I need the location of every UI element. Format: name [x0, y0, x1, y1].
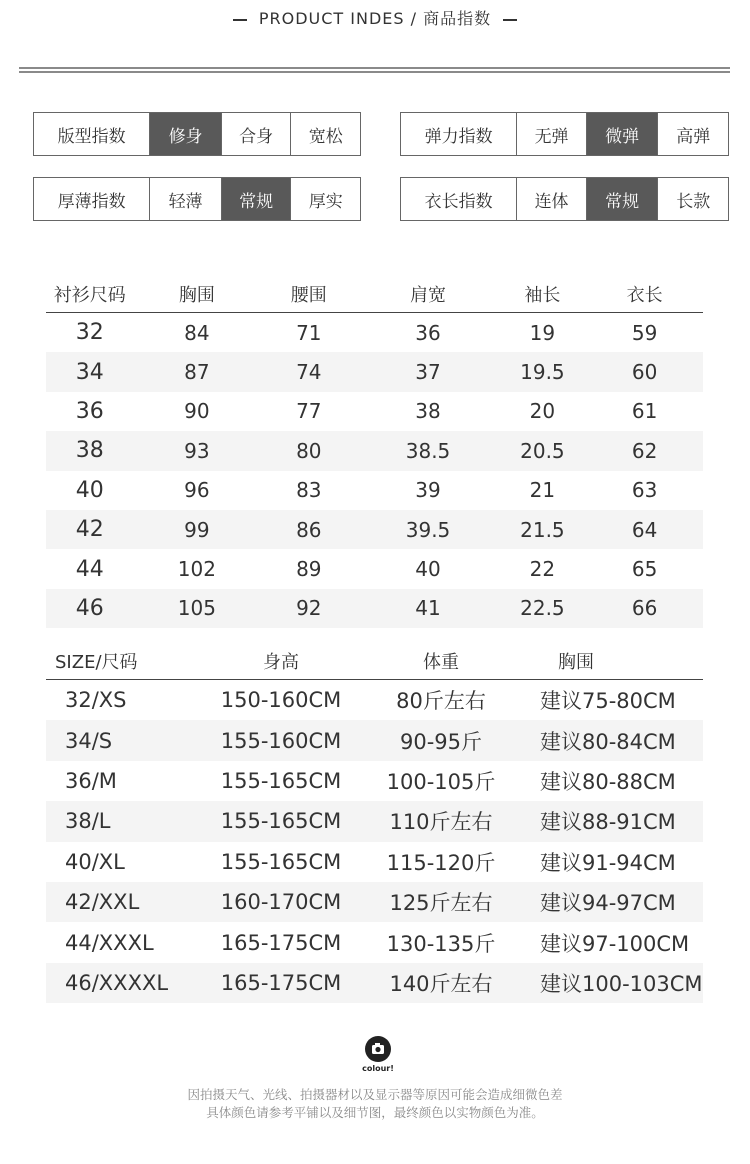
size-table-header — [46, 276, 703, 313]
recommend-table-cell: 32/XS — [65, 688, 127, 713]
recommend-table-row — [46, 922, 703, 962]
header-title: PRODUCT INDES / 商品指数 — [258, 9, 492, 28]
recommend-table-cell: 125斤左右 — [389, 891, 493, 916]
elasticity-index — [400, 112, 729, 156]
size-table-row — [46, 510, 703, 549]
size-table-cell: 102 — [177, 557, 216, 582]
recommend-table-cell: 130-135斤 — [386, 931, 496, 956]
thickness-option: 轻薄 — [149, 178, 221, 220]
thickness-option: 厚实 — [290, 178, 360, 220]
fit-index — [33, 112, 361, 156]
size-table-cell: 20 — [529, 399, 556, 424]
recommend-table-row — [46, 882, 703, 922]
recommend-table-cell: 165-175CM — [220, 930, 342, 955]
size-table-cell: 105 — [177, 596, 216, 621]
size-table-cell: 39.5 — [405, 517, 451, 542]
size-table-cell: 32 — [75, 320, 104, 346]
size-table-cell: 37 — [415, 360, 441, 385]
header-dash-right — [503, 19, 517, 21]
size-table-cell: 41 — [415, 596, 441, 621]
fit-option: 合身 — [221, 113, 291, 155]
recommend-table-cell: 100-105斤 — [386, 769, 496, 794]
size-table-cell: 89 — [296, 557, 322, 582]
size-table-header-cell: 衣长 — [626, 285, 663, 306]
size-table-row — [46, 471, 703, 510]
size-table-cell: 96 — [184, 478, 210, 503]
recommend-table-body — [46, 680, 703, 1003]
recommend-table-cell: 165-175CM — [220, 970, 342, 995]
size-table-body — [46, 313, 703, 628]
recommend-table-row — [46, 963, 703, 1003]
recommend-table-cell: 160-170CM — [220, 890, 342, 915]
size-table-header-cell: 腰围 — [290, 285, 327, 306]
recommend-table-row — [46, 801, 703, 841]
size-table-row — [46, 549, 703, 588]
length-option: 连体 — [516, 178, 586, 220]
size-table-cell: 44 — [75, 556, 104, 582]
size-table-cell: 74 — [296, 360, 322, 385]
size-table-cell: 22.5 — [520, 596, 565, 621]
elasticity-index-label: 弹力指数 — [424, 126, 493, 147]
size-table-cell: 36 — [415, 320, 441, 345]
recommend-table-header-cell: 胸围 — [558, 651, 594, 673]
recommend-table-cell: 建议97-100CM — [540, 931, 690, 956]
recommend-table-cell: 建议94-97CM — [540, 891, 676, 916]
recommend-table-cell: 80斤左右 — [396, 689, 486, 714]
size-table-cell: 38.5 — [405, 438, 451, 463]
thickness-index — [33, 177, 361, 221]
size-table-cell: 42 — [75, 517, 104, 543]
size-table-cell: 93 — [184, 438, 210, 463]
size-table-cell: 40 — [75, 477, 104, 503]
recommend-table-cell: 155-165CM — [220, 768, 342, 793]
recommend-table-cell: 155-165CM — [220, 809, 342, 834]
size-table-header-cell: 肩宽 — [410, 285, 447, 306]
size-table-cell: 65 — [631, 557, 658, 582]
recommend-table-row — [46, 842, 703, 882]
size-table-cell: 92 — [296, 596, 322, 621]
color-note-line2: 具体颜色请参考平铺以及细节图，最终颜色以实物颜色为准。 — [206, 1105, 544, 1120]
size-table-row — [46, 392, 703, 431]
recommend-table-cell: 46/XXXXL — [65, 970, 169, 995]
size-table-header-cell: 袖长 — [524, 285, 561, 306]
recommend-table-cell: 115-120斤 — [386, 850, 496, 875]
size-table-row — [46, 589, 703, 628]
size-table-cell: 77 — [296, 399, 322, 424]
recommend-table-header-cell: 身高 — [263, 651, 299, 673]
thickness-index-label: 厚薄指数 — [57, 191, 126, 212]
length-index — [400, 177, 729, 221]
recommend-table-cell: 155-165CM — [220, 849, 342, 874]
size-table-cell: 99 — [184, 517, 210, 542]
recommend-table-cell: 建议80-84CM — [540, 729, 676, 754]
size-table-cell: 62 — [631, 438, 658, 463]
size-table-cell: 21 — [529, 478, 556, 503]
fit-option: 修身 — [149, 113, 221, 155]
size-table-header-cell: 衬衫尺码 — [53, 285, 126, 306]
size-table-cell: 60 — [631, 360, 658, 385]
size-table-cell: 46 — [75, 595, 104, 621]
size-table-cell: 36 — [75, 398, 104, 424]
size-table-cell: 38 — [415, 399, 441, 424]
recommend-table-cell: 建议80-88CM — [540, 769, 676, 794]
size-table-cell: 38 — [75, 438, 104, 464]
recommend-table-cell: 42/XXL — [65, 890, 140, 915]
size-table-cell: 83 — [296, 478, 322, 503]
fit-option: 宽松 — [290, 113, 360, 155]
elasticity-option: 微弹 — [586, 113, 658, 155]
colour-label: colour! — [362, 1064, 394, 1073]
elasticity-option: 无弹 — [516, 113, 586, 155]
recommend-table-header-cell: SIZE/尺码 — [55, 651, 138, 673]
size-table-cell: 71 — [296, 320, 322, 345]
recommend-table-row — [46, 720, 703, 760]
size-table-cell: 61 — [631, 399, 658, 424]
size-table-cell: 87 — [184, 360, 210, 385]
recommend-table-cell: 建议88-91CM — [540, 810, 676, 835]
recommend-table-row — [46, 680, 703, 720]
size-table-cell: 86 — [296, 517, 322, 542]
size-table-cell: 80 — [296, 438, 322, 463]
thickness-option: 常规 — [221, 178, 291, 220]
size-table-cell: 34 — [75, 359, 104, 385]
recommend-table-cell: 155-160CM — [220, 728, 342, 753]
recommend-table — [46, 642, 703, 1003]
size-table-row — [46, 431, 703, 470]
length-option: 长款 — [657, 178, 728, 220]
camera-icon — [365, 1036, 391, 1062]
recommend-table-cell: 150-160CM — [220, 688, 342, 713]
recommend-table-cell: 38/L — [65, 809, 111, 834]
page-header — [0, 6, 750, 28]
size-table-cell: 21.5 — [520, 517, 565, 542]
recommend-table-cell: 44/XXXL — [65, 930, 154, 955]
recommend-table-header-cell: 体重 — [423, 651, 459, 673]
size-table-row — [46, 352, 703, 391]
size-table-cell: 22 — [529, 557, 556, 582]
size-table-row — [46, 313, 703, 352]
size-table-cell: 20.5 — [520, 438, 565, 463]
header-dash-left — [233, 19, 247, 21]
header-divider-bottom — [19, 71, 730, 73]
size-table-cell: 19 — [529, 320, 556, 345]
size-table-cell: 40 — [415, 557, 441, 582]
elasticity-option: 高弹 — [657, 113, 728, 155]
size-table-cell: 39 — [415, 478, 441, 503]
size-table-cell: 84 — [184, 320, 210, 345]
recommend-table-row — [46, 761, 703, 801]
length-index-label: 衣长指数 — [424, 191, 493, 212]
size-table-cell: 64 — [631, 517, 658, 542]
size-table-cell: 63 — [631, 478, 658, 503]
recommend-table-cell: 40/XL — [65, 849, 125, 874]
recommend-table-cell: 36/M — [65, 768, 117, 793]
recommend-table-cell: 110斤左右 — [389, 810, 493, 835]
size-table — [46, 276, 703, 628]
fit-index-label: 版型指数 — [57, 126, 126, 147]
length-option: 常规 — [586, 178, 658, 220]
color-note-line1: 因拍摄天气、光线、拍摄器材以及显示器等原因可能会造成细微色差 — [187, 1087, 563, 1102]
recommend-table-cell: 建议75-80CM — [540, 689, 676, 714]
size-table-cell: 59 — [631, 320, 658, 345]
recommend-table-cell: 34/S — [65, 728, 113, 753]
size-table-cell: 19.5 — [520, 360, 565, 385]
recommend-table-header — [46, 642, 703, 680]
size-table-header-cell: 胸围 — [178, 285, 215, 306]
header-divider-top — [19, 67, 730, 69]
recommend-table-cell: 140斤左右 — [389, 971, 493, 996]
size-table-cell: 66 — [631, 596, 658, 621]
size-table-cell: 90 — [184, 399, 210, 424]
recommend-table-cell: 建议91-94CM — [540, 850, 676, 875]
recommend-table-cell: 90-95斤 — [399, 729, 483, 754]
recommend-table-cell: 建议100-103CM — [540, 971, 703, 996]
